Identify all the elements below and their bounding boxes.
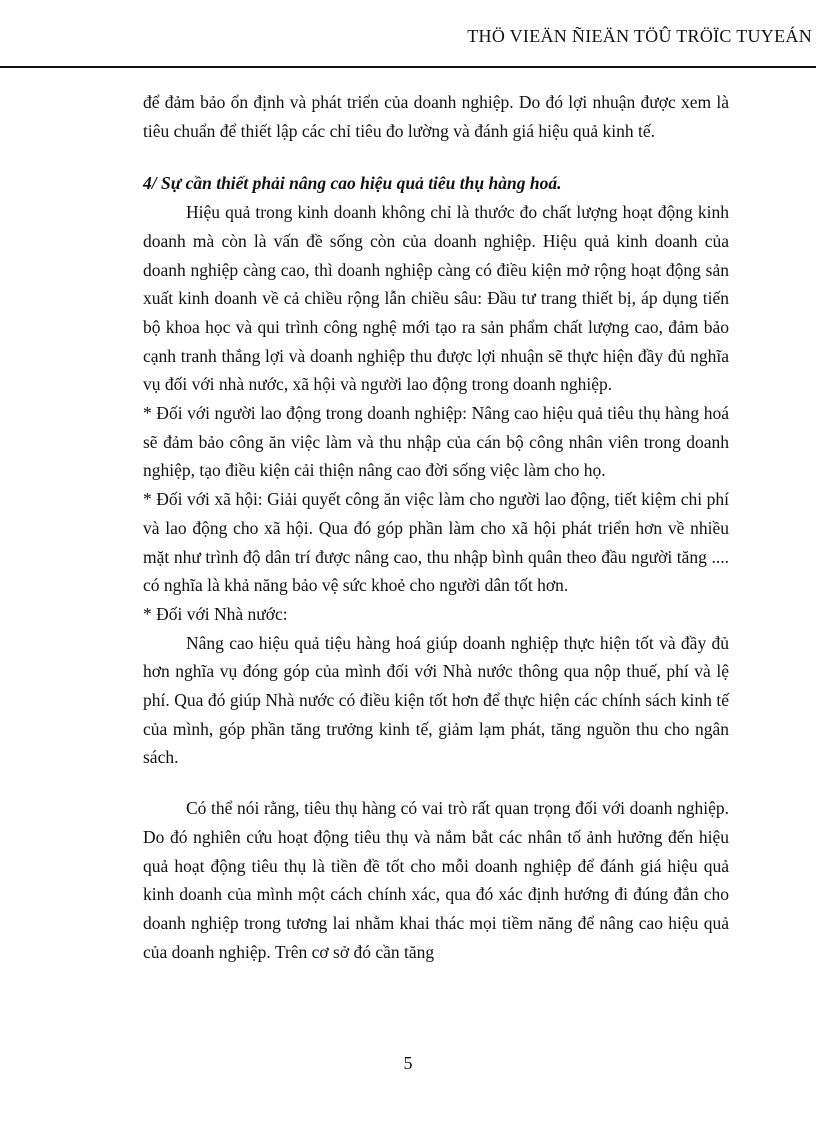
bullet-state-label: * Đối với Nhà nước:	[143, 603, 288, 624]
document-body	[143, 88, 729, 966]
section-heading: 4/ Sự cần thiết phải nâng cao hiệu quả tiêu thụ hàng hoá.	[143, 173, 562, 194]
paragraph-state: Nâng cao hiệu quả tiệu hàng hoá giúp doanh nghiệp thực hiện tốt và đầy đủ hơn nghĩa vụ đóng góp của mình đối với Nhà nước thông qua nộp thuế, phí và lệ phí. Qua đó giúp Nhà nước có điều kiện tốt hơn để thực hiện các chính sách kinh tế của mình, góp phần tăng trưởng kinh tế, giảm lạm phát, tăng nguồn thu cho ngân sách.	[143, 632, 729, 768]
header-divider	[0, 66, 816, 68]
paragraph-continuation: để đảm bảo ổn định và phát triển của doanh nghiệp. Do đó lợi nhuận được xem là tiêu chuẩn để thiết lập các chỉ tiêu đo lường và đánh giá hiệu quả kinh tế.	[143, 92, 729, 141]
bullet-workers: * Đối với người lao động trong doanh nghiệp: Nâng cao hiệu quả tiêu thụ hàng hoá sẽ đảm bảo công ăn việc làm và thu nhập của cán bộ công nhân viên trong doanh nghiệp, tạo điều kiện cải thiện nâng cao đời sống việc làm cho họ.	[143, 403, 729, 481]
bullet-society: * Đối với xã hội: Giải quyết công ăn việc làm cho người lao động, tiết kiệm chi phí và lao động cho xã hội. Qua đó góp phần làm cho xã hội phát triển hơn về nhiều mặt như trình độ dân trí được nâng cao, thu nhập bình quân theo đầu người tăng .... có nghĩa là khả năng bảo vệ sức khoẻ cho người dân tốt hơn.	[143, 489, 729, 596]
paragraph-conclusion: Có thể nói rằng, tiêu thụ hàng có vai trò rất quan trọng đối với doanh nghiệp. Do đó nghiên cứu hoạt động tiêu thụ và nắm bắt các nhân tố ảnh hưởng đến hiệu quả hoạt động tiêu thụ là tiền đề tốt cho mỗi doanh nghiệp để đánh giá hiệu quả kinh doanh của mình một cách chính xác, qua đó xác định hướng đi đúng đắn cho doanh nghiệp trong tương lai nhằm khai thác mọi tiềm năng để nâng cao hiệu quả của doanh nghiệp. Trên cơ sở đó cần tăng	[143, 798, 729, 962]
running-header: THÖ VIEÄN ÑIEÄN TÖÛ TRÖÏC TUYEÁN	[467, 26, 812, 46]
page-number: 5	[403, 1053, 413, 1073]
paragraph-efficiency: Hiệu quả trong kinh doanh không chỉ là thước đo chất lượng hoạt động kinh doanh mà còn là vấn đề sống còn của doanh nghiệp. Hiệu quả kinh doanh của doanh nghiệp càng cao, thì doanh nghiệp càng có điều kiện mở rộng hoạt động sản xuất kinh doanh về cả chiều rộng lẫn chiều sâu: Đầu tư trang thiết bị, áp dụng tiến bộ khoa học và qui trình công nghệ mới tạo ra sản phẩm chất lượng cao, đảm bảo cạnh tranh thắng lợi và doanh nghiệp thu được lợi nhuận sẽ thực hiện đầy đủ nghĩa vụ đối với nhà nước, xã hội và người lao động trong doanh nghiệp.	[143, 202, 729, 395]
